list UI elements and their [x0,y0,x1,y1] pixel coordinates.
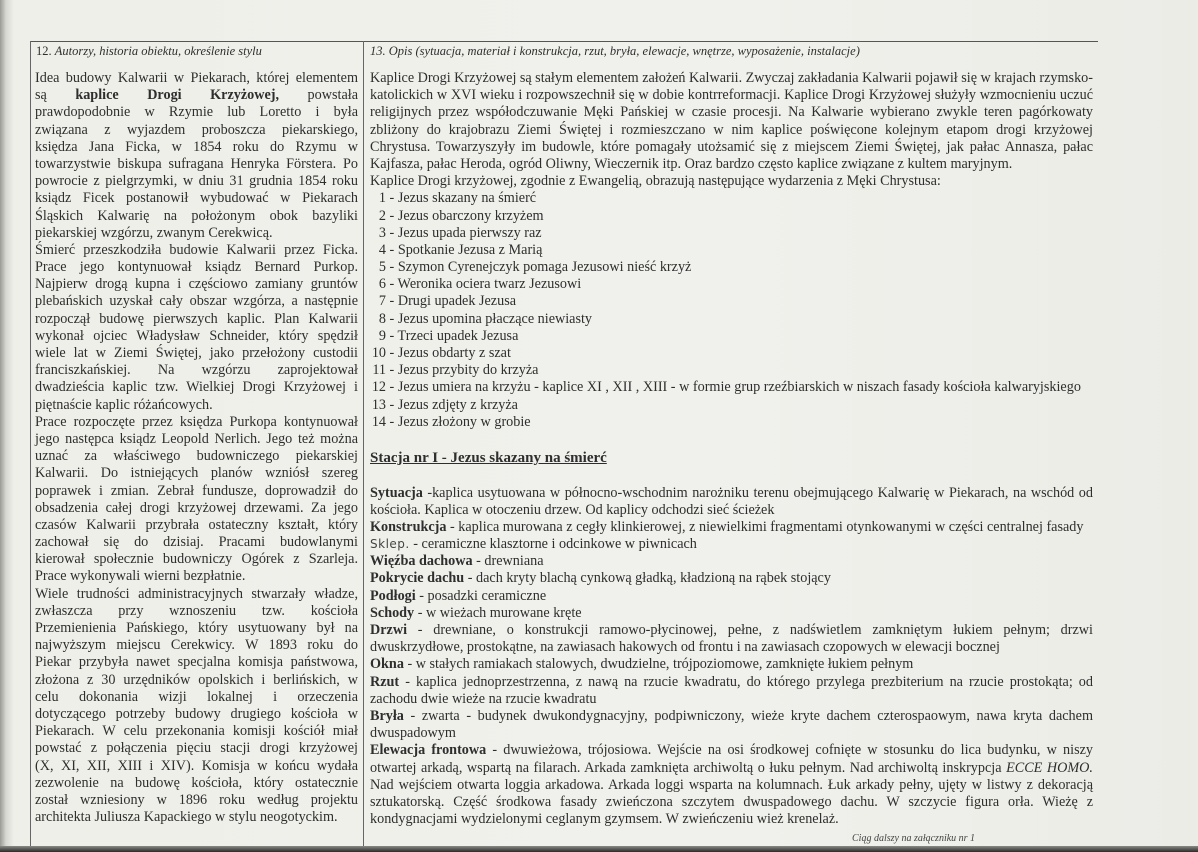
list-item [370,311,1093,328]
text-line [370,725,1093,742]
station-number: 9 [378,327,386,344]
line-text: piętnaście kaplic różańcowych. [35,396,213,413]
line-text: - drewniana [472,553,544,570]
line-text: rozpoczął budowę pierwszych kaplic. Plan Kalwarii [35,310,358,327]
line-text: -kaplica usytuowana w północno-wschodnim narożniku terenu obejmującego Kalwarię w Piekarach, na wschód od [422,484,1093,501]
line-text: związana z wyjazdem proboszcza piekarskiego, [35,121,358,138]
text-line [370,536,1093,553]
line-text: - zwarta - budynek dwukondygnacyjny, podpiwniczony, wieże kryte dachem czterospaowym, nawa kryta dachem [403,707,1093,724]
line-text: Kaplice Drogi krzyżowej, zgodnie z Ewangelią, obrazują następujące wydarzenia z Męki Chrystusa: [370,173,941,190]
handwritten-label: Sklep. [370,537,410,552]
station-description [370,485,1093,829]
text-line [35,448,358,465]
line-text: księdza Jana Ficka, w 1854 roku do Rzymu w [35,138,358,155]
text-line [370,622,1093,639]
line-text: kierował społecznie budowniczy Ogórek z Szarleja. [35,551,358,568]
text-line [35,276,358,293]
line-text: otwartej arkadą, wspartą na filarach. Arkada zamknięta archiwoltą o łuku pełnym. Nad archiwoltą inskrypcja [370,759,1007,776]
station-title: - Jezus obdarty z szat [386,345,511,361]
line-text: Piekarach. W celu przekonania komisji kościół miał [35,723,358,740]
line-text: jego następca ksiądz Leopold Nerlich. Jego też można [35,430,358,447]
station-title: - Jezus umiera na krzyżu - kaplice XI , XII , XIII - w formie grup rzeźbiarskich w niszach fasady kościoła kalwaryjskiego [386,379,1081,396]
history-column [35,70,358,826]
line-text: - w wieżach murowane kręte [414,604,582,621]
line-text: dwadzieścia kaplic tzw. Wielkiej Drogi Krzyżowej i [35,379,358,396]
field-label: Elewacja frontowa [370,742,487,759]
station-number: 13 [371,396,386,413]
line-text: Nad wejściem otwarta loggia arkadowa. Arkada loggi wsparta na kolumnach. Łuk arkady pełny, ujęty w listwy z dekoracją [370,776,1093,793]
line-text: kościoła. Kaplica w otoczeniu drzew. Od kaplicy odchodzi sieć ścieżek [370,501,775,518]
line-text: ksiądz Ficek postanowił wybudować w Piekarach [35,190,358,207]
text-line [370,485,1093,502]
text-line [35,311,358,328]
line-text: (X, XI, XII, XIII i XIV). Komisja w końcu wydała [35,757,358,774]
section-12-header [36,43,262,59]
continuation-note: Ciąg dalszy na załączniku nr 1 [852,833,976,844]
text-line [370,122,1093,139]
text-line [35,758,358,775]
field-label: Konstrukcja [370,518,447,535]
section-number: 12. [36,44,52,58]
text-line [35,397,358,414]
field-label: Schody [370,604,415,621]
column-divider [363,41,364,846]
line-text: - ceramiczne klasztorne i odcinkowe w piwnicach [409,536,697,553]
line-text: Przemienienia Pańskiego, który usytuowany był na [35,620,358,636]
line-text: franciszkańskiej. Na wzgórzu zaprojektował [35,362,358,379]
line-text: Kajfasza, pałac Heroda, ogród Oliwny, Wieczernik itp. Oraz bardzo często kaplice związane z kultem maryjnym. [370,155,1013,172]
text-line [35,586,358,603]
text-line [370,811,1093,828]
line-text: Wiele trudności administracyjnych stwarzały władze, [35,585,358,602]
line-text: dotyczącego potrzeby budowy drugiego kościoła w [35,705,358,722]
line-text: zezwolenie na budowę kościoła, który ostatecznie [35,774,358,791]
text-line [370,156,1093,173]
line-text: architekta Juliusza Kapackiego w stylu neogotyckim. [35,809,338,826]
text-line [370,570,1093,587]
line-text: obsadzenia całej drogi krzyżowej drzewami. Za jego [35,499,358,516]
station-title: - Weronika ociera twarz Jezusowi [386,276,582,293]
text-line [35,242,358,259]
text-line [35,603,358,620]
station-number: 4 [378,241,386,258]
text-line [35,259,358,276]
line-text: Prace rozpoczęte przez księdza Purkopa kontynuował [35,413,358,430]
station-title: - Jezus obarczony krzyżem [386,207,544,224]
text-line [35,293,358,310]
text-line [370,519,1093,536]
text-line [35,414,358,431]
line-text: poprawek i zmian. Zebrał fundusze, doprowadził do [35,482,358,499]
scan-edge [0,846,1198,852]
text-line [370,639,1093,656]
list-item [370,208,1093,225]
line-text: są [35,87,76,104]
text-line [370,605,1093,622]
station-number: 6 [378,276,386,293]
text-line [35,139,358,156]
station-heading: Stacja nr I - Jezus skazany na śmierć [370,450,607,467]
text-line [35,654,358,671]
text-line [35,70,358,87]
line-text: piekarskiej wzgórzu, zwanym Cerekwicą. [35,224,273,241]
station-number: 7 [378,293,386,310]
list-item [370,242,1093,259]
station-title: - Jezus przybity do krzyża [386,362,539,379]
list-item [370,190,1093,207]
station-title: - Szymon Cyrenejczyk pomaga Jezusowi nieść krzyż [386,259,692,276]
line-text: towarzystwie biskupa sufragana Henryka Förstera. Po [35,155,358,172]
line-text: dwuspadowym [370,725,456,742]
line-text: Chrystusa. Towarzyszyły im budowle, które pomagały utożsamić się z miejscem Ziemi Świętej, jak pałac Annasza, pałac [370,138,1093,155]
line-text: wiele lat w Ziemi Świętej, jako przełożony custodii [35,345,358,361]
station-title: - Jezus złożony w grobie [386,413,531,430]
line-text: powrocie z pielgrzymki, w dniu 31 grudnia 1854 roku [35,173,358,190]
line-text: powstać z połączenia pięciu stacji drogi krzyżowej [35,740,358,757]
list-item [370,379,1093,396]
line-text: wykonał ojciec Władysław Schneider, który spędził [35,327,358,344]
text-line [35,345,358,362]
line-text: celu dokonania wizji lokalnej i orzeczenia [35,688,358,705]
line-text: - dwuwieżowa, trójosiowa. Wejście na osi środkowej cofnięte w stosunku do lica budynku, w niszy [486,742,1093,759]
line-text: zwłaszcza przy wznoszeniu tzw. kościoła [35,602,358,619]
text-line [370,553,1093,570]
list-item [370,293,1093,310]
intro-paragraph [370,70,1093,190]
text-line [370,139,1093,156]
text-line [370,502,1093,519]
station-number: 12 [371,379,386,396]
text-line [35,723,358,740]
station-title: - Jezus upada pierwszy raz [386,224,542,241]
left-border [30,41,31,846]
line-text: dwuskrzydłowe, prostokątne, na zawiasach hakowych od frontu i na zawiasach czopowych w elewacji bocznej [370,639,1000,656]
text-line [35,672,358,689]
field-label: Rzut [370,673,400,690]
line-text: - kaplica jednoprzestrzenna, z nawą na rzucie kwadratu, do którego przylega prezbiterium na rzucie prostokąta; od [399,673,1093,690]
description-column [370,70,1093,828]
text-line [370,777,1093,794]
field-label: Drzwi [370,622,408,638]
field-label: Sytuacja [370,484,423,501]
text-line [35,379,358,396]
list-item [370,362,1093,379]
text-line [35,87,358,104]
text-line [370,173,1093,190]
list-item [370,225,1093,242]
line-text: plebańskich uzyskał cały obszar wzgórza, a następnie [35,293,358,310]
line-text: został wzniesiony w 1896 roku według projektu [35,791,358,808]
text-line [35,362,358,379]
section-number: 13. [370,44,386,58]
line-text: prawdopodobnie w Rzymie lub Loretto i była [35,104,358,121]
list-item [370,328,1093,345]
station-number: 3 [378,224,386,241]
text-line [35,568,358,585]
text-line [35,104,358,121]
line-text: - dach kryty blachą cynkową gładką, kładzioną na rąbek stojący [464,570,831,587]
text-line [370,656,1093,673]
station-number: 10 [371,345,386,361]
text-line [35,689,358,706]
line-text: zachował się do dzisiaj. Pracami budowlanymi [35,534,358,551]
line-text: zachodu dwie wieże na rzucie kwadratu [370,690,597,707]
field-label: Więźba dachowa [370,553,473,570]
text-line [370,760,1093,777]
text-line [370,104,1093,121]
section-title: Autorzy, historia obiektu, określenie stylu [54,44,262,58]
text-line [35,208,358,225]
line-text: uznać za właściwego budowniczego piekarskiej [35,448,358,465]
station-number: 2 [378,207,386,224]
line-text: Idea budowy Kalwarii w Piekarach, której elementem [35,70,358,86]
line-text: - w stałych ramiakach stalowych, dwudzielne, trójpoziomowe, zamknięte łukiem pełnym [403,656,914,673]
section-13-header [370,43,860,59]
text-line [35,740,358,757]
station-number: 11 [372,362,386,379]
line-text: sztukatorską. Część środkowa fasady zwieńczona szczytem dwuspadowego dachu. W szczycie figura orła. Wieżę z [370,793,1093,810]
text-line [35,792,358,809]
text-line [35,809,358,826]
line-text: Prace jego kontynuował ksiądz Bernard Purkop. [35,259,358,276]
text-line [370,588,1093,605]
text-line [35,483,358,500]
line-text: Najpierw drogą kupna i częściowo zamiany gruntów [35,276,358,293]
field-label: Bryła [370,707,404,724]
station-title: - Spotkanie Jezusa z Marią [386,241,543,258]
text-line [35,328,358,345]
line-text: czasów Kalwarii przybrała ostateczny kształt, który [35,516,358,533]
text-line [35,156,358,173]
text-line [35,190,358,207]
field-label: Okna [370,656,404,673]
text-line [35,173,358,190]
line-text: - drewniane, o konstrukcji ramowo-płycinowej, pełne, z nadświetlem zamkniętym łukiem pełnym; drzwi [407,622,1093,638]
inscription: ECCE HOMO. [1006,759,1093,776]
text-line [35,465,358,482]
station-number: 8 [378,310,386,327]
text-line [35,431,358,448]
text-line [370,691,1093,708]
text-line [370,674,1093,691]
list-item [370,276,1093,293]
text-line [370,70,1093,87]
field-label: Podłogi [370,587,416,604]
stations-list [370,190,1093,431]
line-text: Śmierć przeszkodziła budowie Kalwarii przez Ficka. [35,241,358,258]
text-line [370,708,1093,725]
line-text: religijnych przez współodczuwanie Męki Pańskiej w czasie procesji. Na Kalwarie wybierano zwykle teren pagórkowaty [370,104,1093,121]
line-text: powstała [279,87,358,104]
text-line [35,225,358,242]
section-title: Opis (sytuacja, materiał i konstrukcja, rzut, bryła, elewacje, wnętrze, wyposażenie, instalacje) [388,44,860,58]
line-text: kondygnacjami wydzielonymi ceglanym gzymsem. W zwieńczeniu wież krenelaż. [370,811,839,828]
text-line [370,794,1093,811]
text-line [35,775,358,792]
station-title: - Jezus upomina płaczące niewiasty [386,310,593,327]
text-line [35,534,358,551]
station-title: - Jezus zdjęty z krzyża [386,396,518,413]
station-number: 14 [371,413,386,430]
line-text: Kaplice Drogi Krzyżowej są stałym elementem założeń Kalwarii. Zwyczaj zakładania Kalwarii pojawił się w krajach rzymsko- [370,70,1093,86]
text-line [35,706,358,723]
station-number: 5 [378,259,386,276]
text-line [35,500,358,517]
line-text: Śląskich Kalwarię na położonym obok bazyliki [35,207,358,224]
line-text: Kalwarii. Do istniejących planów wzniósł szereg [35,465,358,482]
text-line [35,122,358,139]
line-text: Piekar przybyła nawet specjalna komisja państwowa, [35,654,358,671]
station-title: - Drugi upadek Jezusa [386,293,517,310]
list-item [370,414,1093,431]
field-label: Pokrycie dachu [370,570,465,587]
station-title: - Trzeci upadek Jezusa [386,327,519,344]
text-line [35,637,358,654]
text-line [370,742,1093,759]
station-number: 1 [378,190,386,207]
text-line [35,551,358,568]
field-label: kaplice Drogi Krzyżowej, [75,87,280,104]
line-text: - posadzki ceramiczne [415,587,547,604]
list-item [370,345,1093,362]
line-text: złożona z 30 urzędników opolskich i berlińskich, w [35,671,358,688]
line-text: zbliżony do krajobrazu Ziemi Świętej i rozmieszczano w nim kaplice poświęcone kolejnym etapom drogi krzyżowej [370,121,1093,138]
line-text: - kaplica murowana z cegły klinkierowej, z niewielkimi fragmentami otynkowanymi w części centralnej fasady [446,518,1084,535]
list-item [370,397,1093,414]
list-item [370,259,1093,276]
text-line [35,517,358,534]
line-text: katolickich w XVI wieku i rozpowszechnił się w dobie kontrreformacji. Kaplice Drogi Krzyżowej służyły wzmocnieniu uczuć [370,87,1093,104]
header-rule [30,41,1098,42]
text-line [35,620,358,637]
line-text: Prace wykonywali wierni bezpłatnie. [35,568,246,585]
line-text: najwyższym miejscu Cerekwicy. W 1893 roku do [35,637,358,654]
station-title: - Jezus skazany na śmierć [386,190,537,207]
text-line [370,87,1093,104]
